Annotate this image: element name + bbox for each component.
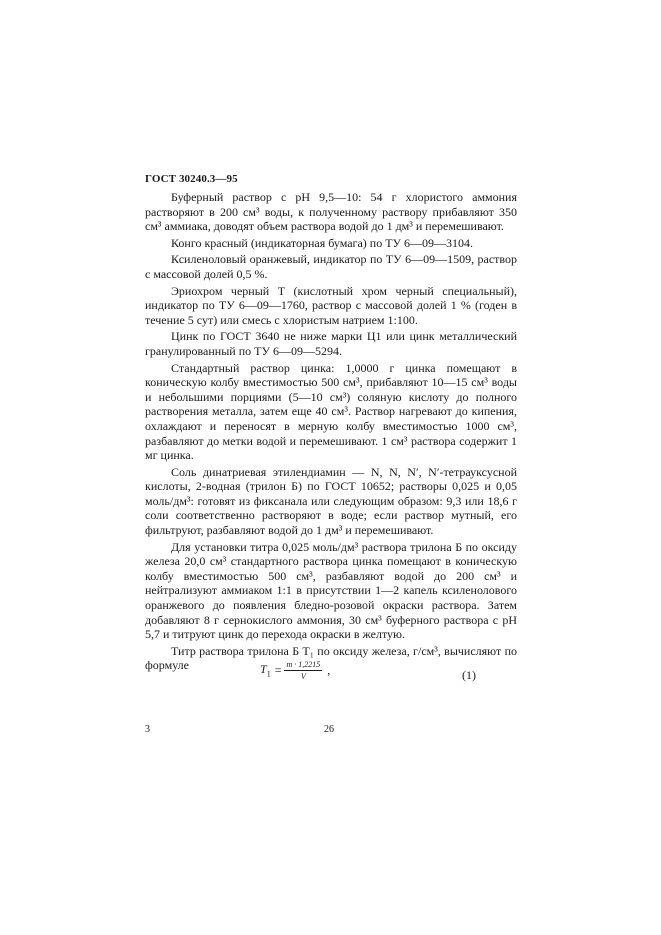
paragraph-xylenol-orange: Ксиленоловый оранжевый, индикатор по ТУ 6—09—1509, раствор с массовой долей 0,5 %. — [145, 252, 517, 281]
footer-left-mark: 3 — [145, 724, 150, 735]
paragraph-zinc-standard-solution: Стандартный раствор цинка: 1,0000 г цинка помещают в коническую колбу вместимостью 500 см³, прибавляют 10—15 см³ воды и небольшими порциями (5—10 см³) соляную кислоту до полного растворения металла, затем еще 40 см³. Раствор нагревают до кипения, охлаждают и переносят в мерную колбу вместимостью 1000 см³, разбавляют до метки водой и перемешивают. 1 см³ раствора содержит 1 мг цинка. — [145, 360, 517, 463]
formula-equals: = — [274, 663, 282, 677]
formula-numerator: m · 1,2215 — [286, 660, 321, 669]
formula-fraction — [284, 660, 322, 681]
formula-denominator: V — [300, 672, 306, 681]
formula — [260, 660, 330, 681]
body-text — [145, 190, 517, 675]
formula-lhs: $T_1$ — [260, 662, 271, 679]
formula-trailing-comma: , — [327, 663, 331, 677]
document-code: ГОСТ 30240.3—95 — [145, 173, 238, 185]
paragraph-titer-formula-intro: Титр раствора трилона Б T₁ по оксиду железа, г/см³, вычисляют по формуле — [145, 643, 517, 673]
paragraph-buffer-solution: Буферный раствор с рН 9,5—10: 54 г хлористого аммония растворяют в 200 см³ воды, к полученному раствору прибавляют 350 см³ аммиака, доводят объем раствора водой до 1 дм³ и перемешивают. — [145, 190, 517, 234]
paragraph-congo-red: Конго красный (индикаторная бумага) по ТУ 6—09—3104. — [171, 235, 474, 250]
page-number: 26 — [324, 724, 334, 735]
formula-number: (1) — [462, 668, 476, 682]
paragraph-trilon-b: Соль динатриевая этилендиамин — N, N, N′, N′-тетрауксусной кислоты, 2-водная (трилон Б) по ГОСТ 10652; растворы 0,025 и 0,05 моль/дм³: готовят из фиксанала или следующим образом: 9,3 или 18,6 г соли соответственно растворяют в воде; если раствор мутный, его фильтруют, разбавляют водой до 1 дм³ и перемешивают. — [145, 464, 517, 538]
paragraph-eriochrome-black: Эриохром черный Т (кислотный хром черный специальный), индикатор по ТУ 6—09—1760, раствор с массовой долей 1 % (годен в течение 5 сут) или смесь с хлористым натрием 1:100. — [145, 283, 517, 327]
paragraph-zinc: Цинк по ГОСТ 3640 не ниже марки Ц1 или цинк металлический гранулированный по ТУ 6—09—5294. — [145, 329, 517, 358]
paragraph-titer-setup: Для установки титра 0,025 моль/дм³ раствора трилона Б по оксиду железа 20,0 см³ стандартного раствора цинка помещают в коническую колбу вместимостью 500 см³, разбавляют водой до 200 см³ и нейтрализуют аммиаком 1:1 в присутствии 1—2 капель ксиленолового оранжевого до появления бледно-розовой окраски раствора. Затем добавляют 8 г сернокислого аммония, 30 см³ буферного раствора с рН 5,7 и титруют цинк до перехода окраски в желтую. — [145, 539, 517, 642]
